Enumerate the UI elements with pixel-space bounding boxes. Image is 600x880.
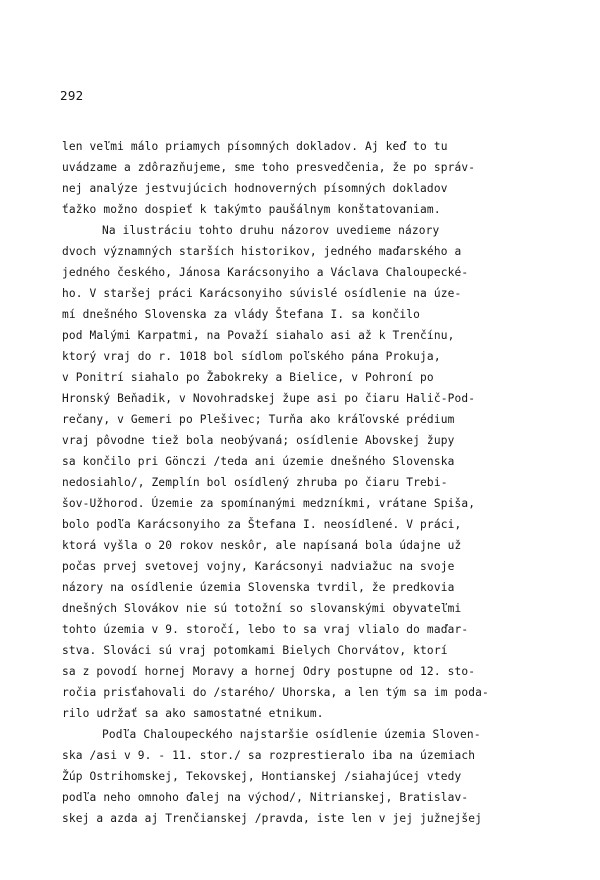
text-line: tohto územia v 9. storočí, lebo to sa vraj vlialo do maďar- bbox=[62, 623, 469, 636]
text-line: dvoch významných starších historikov, jedného maďarského a bbox=[62, 245, 462, 258]
text-line: ktorý vraj do r. 1018 bol sídlom poľského pána Prokuja, bbox=[62, 350, 441, 363]
text-line: ska /asi v 9. - 11. stor./ sa rozprestieralo iba na územiach bbox=[62, 749, 476, 762]
text-line: názory na osídlenie územia Slovenska tvrdil, že predkovia bbox=[62, 581, 455, 594]
text-line: dnešných Slovákov nie sú totožní so slovanskými obyvateľmi bbox=[62, 602, 462, 615]
text-line: rilo udržať sa ako samostatné etnikum. bbox=[62, 707, 324, 720]
text-line: jedného českého, Jánosa Karácsonyiho a Václava Chaloupecké- bbox=[62, 266, 469, 279]
text-line: ročia prisťahovali do /starého/ Uhorska, a len tým sa im podа- bbox=[62, 686, 489, 699]
text-line: Žúp Ostrihomskej, Tekovskej, Hontianskej /siahajúcej vtedy bbox=[62, 770, 462, 783]
text-line: Na ilustráciu tohto druhu názorov uvedieme názory bbox=[102, 224, 440, 237]
text-line: skej a azda aj Trenčianskej /pravda, iste len v jej južnejšej bbox=[62, 812, 483, 825]
text-line: stva. Slováci sú vraj potomkami Bielych Chorvátov, ktorí bbox=[62, 644, 448, 657]
text-line: rečany, v Gemeri po Plešivec; Turňa ako kráľovské prédium bbox=[62, 413, 455, 426]
text-line: šov-Užhorod. Územie za spomínanými medzníkmi, vrátane Spiša, bbox=[62, 497, 476, 510]
page-number: 292 bbox=[60, 88, 84, 103]
text-line: len veľmi málo priamych písomných dokladov. Aj keď to tu bbox=[62, 140, 448, 153]
text-line: ktorá vyšla o 20 rokov neskôr, ale napísaná bola údajne už bbox=[62, 539, 462, 552]
text-line: Hronský Beňadik, v Novohradskej župe asi po čiaru Halič-Pod- bbox=[62, 392, 476, 405]
text-line: ho. V staršej práci Karácsonyiho súvislé osídlenie na úze- bbox=[62, 287, 462, 300]
text-line: pod Malými Karpatmi, na Považí siahalo asi až k Trenčínu, bbox=[62, 329, 455, 342]
text-line: Podľa Chaloupeckého najstaršie osídlenie územia Sloven- bbox=[102, 728, 481, 741]
text-line: počas prvej svetovej vojny, Karácsonyi nadviažuc na svoje bbox=[62, 560, 455, 573]
text-line: ťažko možno dospieť k takýmto paušálnym konštatovaniam. bbox=[62, 203, 441, 216]
text-line: sa končilo pri Gönczi /teda ani územie dnešného Slovenska bbox=[62, 455, 455, 468]
text-line: nej analýze jestvujúcich hodnoverných písomných dokladov bbox=[62, 182, 448, 195]
body-text bbox=[62, 136, 562, 829]
text-line: nedosiahlo/, Zemplín bol osídlený zhruba po čiaru Trebi- bbox=[62, 476, 448, 489]
text-line: vraj pôvodne tiež bola neobývaná; osídlenie Abovskej župy bbox=[62, 434, 455, 447]
text-line: v Ponitrí siahalo po Žabokreky a Bielice, v Pohroní po bbox=[62, 371, 434, 384]
text-line: podľa neho omnoho ďalej na východ/, Nitrianskej, Bratislav- bbox=[62, 791, 469, 804]
text-line: mí dnešného Slovenska za vlády Štefana I. sa končilo bbox=[62, 308, 421, 321]
text-line: bolo podľa Karácsonyiho za Štefana I. neosídlené. V práci, bbox=[62, 518, 462, 531]
text-line: sa z povodí hornej Moravy a hornej Odry postupne od 12. sto- bbox=[62, 665, 476, 678]
text-line: uvádzame a zdôrazňujeme, sme toho presvedčenia, že po správ- bbox=[62, 161, 476, 174]
